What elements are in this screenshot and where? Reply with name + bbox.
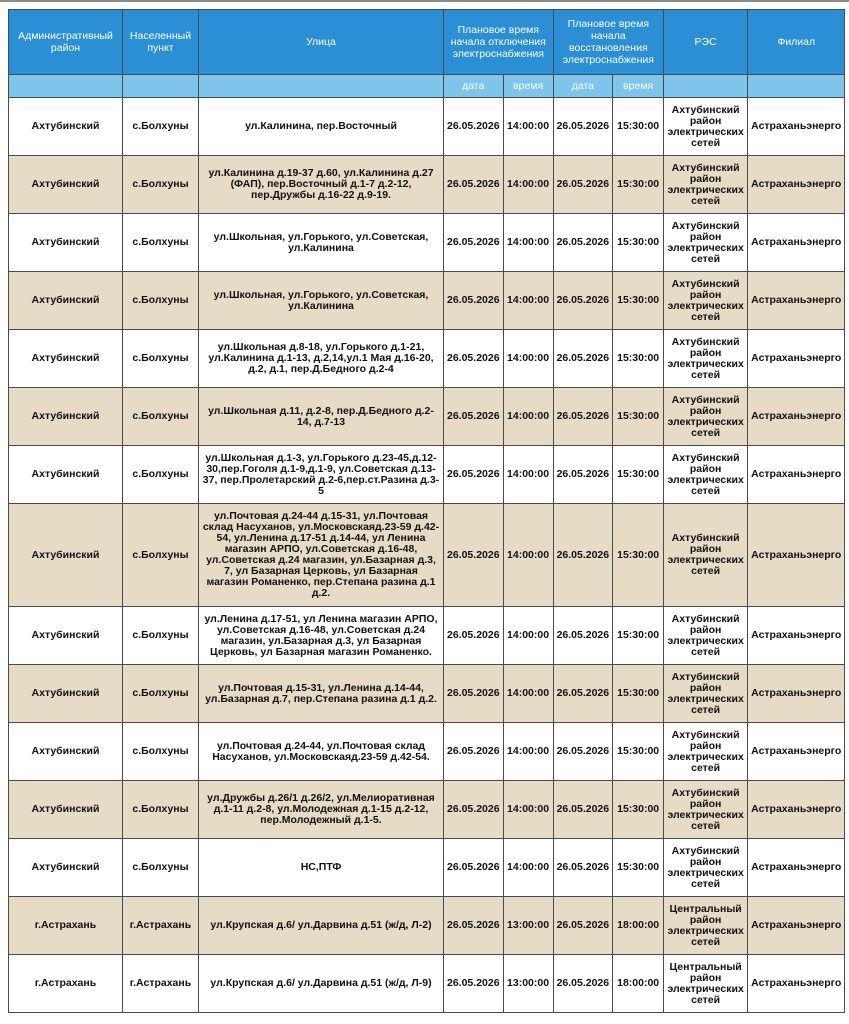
header-locality: Населенный пункт (123, 10, 199, 75)
cell-locality: с.Болхуны (123, 98, 199, 156)
cell-street: ул.Дружбы д.26/1 д.26/2, ул.Мелиоративная д.1-11 д.2-8, ул.Молодежная д.1-15 д.2-12, пер.Молодежный д.1-5. (199, 781, 444, 839)
cell-off-date: 26.05.2026 (444, 955, 504, 1013)
cell-district: Ахтубинский (9, 156, 123, 214)
subheader-blank (664, 75, 748, 98)
cell-branch: Астраханьэнерго (748, 897, 845, 955)
cell-off-date: 26.05.2026 (444, 897, 504, 955)
table-row (9, 272, 845, 330)
cell-on-date: 26.05.2026 (553, 330, 613, 388)
cell-off-date: 26.05.2026 (444, 98, 504, 156)
cell-off-time: 14:00:00 (503, 607, 553, 665)
table-row (9, 156, 845, 214)
cell-branch: Астраханьэнерго (748, 607, 845, 665)
cell-locality: с.Болхуны (123, 723, 199, 781)
cell-off-date: 26.05.2026 (444, 723, 504, 781)
cell-on-date: 26.05.2026 (553, 214, 613, 272)
header-district: Административный район (9, 10, 123, 75)
cell-res: Ахтубинский район электрических сетей (664, 607, 748, 665)
cell-street: ул.Школьная д.11, д.2-8, пер.Д.Бедного д.2-14, д.7-13 (199, 388, 444, 446)
table-row (9, 781, 845, 839)
cell-street: ул.Крупская д.6/ ул.Дарвина д.51 (ж/д, Л-9) (199, 955, 444, 1013)
cell-on-time: 15:30:00 (613, 504, 664, 607)
cell-branch: Астраханьэнерго (748, 330, 845, 388)
cell-locality: с.Болхуны (123, 665, 199, 723)
cell-branch: Астраханьэнерго (748, 98, 845, 156)
cell-branch: Астраханьэнерго (748, 781, 845, 839)
cell-branch: Астраханьэнерго (748, 665, 845, 723)
cell-res: Ахтубинский район электрических сетей (664, 98, 748, 156)
subheader-blank (199, 75, 444, 98)
cell-locality: с.Болхуны (123, 607, 199, 665)
cell-branch: Астраханьэнерго (748, 156, 845, 214)
cell-on-time: 15:30:00 (613, 330, 664, 388)
cell-on-time: 18:00:00 (613, 955, 664, 1013)
table-row (9, 98, 845, 156)
table-row (9, 214, 845, 272)
header-restore-time: Плановое время начала восстановления электроснабжения (553, 10, 664, 75)
cell-off-date: 26.05.2026 (444, 272, 504, 330)
cell-on-time: 15:30:00 (613, 839, 664, 897)
cell-on-date: 26.05.2026 (553, 723, 613, 781)
cell-district: Ахтубинский (9, 388, 123, 446)
cell-street: ул.Почтовая д.24-44 д.15-31, ул.Почтовая склад Насуханов, ул.Московскаяд.23-59 д.42-54, ул.Ленина д.17-51 д.14-44, ул Ленина магазин АРПО, ул.Советская д.16-48, ул.Советская д.24 магазин, ул.Базарная д.3, 7, ул Базарная Церковь, ул Базарная магазин Романенко, пер.Степана разина д.1 д.2. (199, 504, 444, 607)
cell-on-time: 15:30:00 (613, 214, 664, 272)
cell-on-time: 15:30:00 (613, 665, 664, 723)
table-row (9, 388, 845, 446)
cell-branch: Астраханьэнерго (748, 723, 845, 781)
cell-off-time: 14:00:00 (503, 665, 553, 723)
cell-off-time: 14:00:00 (503, 98, 553, 156)
cell-on-date: 26.05.2026 (553, 955, 613, 1013)
cell-district: Ахтубинский (9, 665, 123, 723)
cell-on-time: 15:30:00 (613, 388, 664, 446)
cell-branch: Астраханьэнерго (748, 214, 845, 272)
cell-off-date: 26.05.2026 (444, 156, 504, 214)
top-divider (0, 0, 849, 2)
cell-off-date: 26.05.2026 (444, 839, 504, 897)
cell-off-date: 26.05.2026 (444, 330, 504, 388)
cell-on-date: 26.05.2026 (553, 665, 613, 723)
cell-res: Ахтубинский район электрических сетей (664, 504, 748, 607)
cell-off-date: 26.05.2026 (444, 388, 504, 446)
cell-res: Ахтубинский район электрических сетей (664, 214, 748, 272)
cell-district: Ахтубинский (9, 272, 123, 330)
cell-locality: с.Болхуны (123, 781, 199, 839)
cell-street: ул.Почтовая д.24-44, ул.Почтовая склад Насуханов, ул.Московскаяд.23-59 д.42-54. (199, 723, 444, 781)
cell-off-time: 14:00:00 (503, 839, 553, 897)
cell-branch: Астраханьэнерго (748, 955, 845, 1013)
table-row (9, 665, 845, 723)
cell-locality: с.Болхуны (123, 272, 199, 330)
cell-street: ул.Школьная, ул.Горького, ул.Советская, ул.Калинина (199, 214, 444, 272)
cell-district: Ахтубинский (9, 723, 123, 781)
cell-on-date: 26.05.2026 (553, 504, 613, 607)
cell-res: Ахтубинский район электрических сетей (664, 156, 748, 214)
cell-on-date: 26.05.2026 (553, 446, 613, 504)
cell-branch: Астраханьэнерго (748, 446, 845, 504)
cell-off-date: 26.05.2026 (444, 214, 504, 272)
cell-on-date: 26.05.2026 (553, 607, 613, 665)
header-res: РЭС (664, 10, 748, 75)
cell-locality: с.Болхуны (123, 330, 199, 388)
header-street: Улица (199, 10, 444, 75)
subheader-on-time: время (613, 75, 664, 98)
cell-off-time: 13:00:00 (503, 897, 553, 955)
cell-district: Ахтубинский (9, 98, 123, 156)
cell-res: Ахтубинский район электрических сетей (664, 272, 748, 330)
cell-district: Ахтубинский (9, 504, 123, 607)
cell-on-time: 15:30:00 (613, 723, 664, 781)
cell-res: Ахтубинский район электрических сетей (664, 839, 748, 897)
cell-res: Ахтубинский район электрических сетей (664, 723, 748, 781)
cell-res: Ахтубинский район электрических сетей (664, 330, 748, 388)
cell-off-date: 26.05.2026 (444, 665, 504, 723)
cell-locality: с.Болхуны (123, 839, 199, 897)
cell-branch: Астраханьэнерго (748, 839, 845, 897)
cell-street: ул.Калинина, пер.Восточный (199, 98, 444, 156)
cell-off-date: 26.05.2026 (444, 781, 504, 839)
cell-on-date: 26.05.2026 (553, 156, 613, 214)
cell-street: ул.Школьная д.1-3, ул.Горького д.23-45,д.12-30,пер.Гоголя д.1-9,д.1-9, ул.Советская д.13-37, пер.Пролетарский д.2-6,пер.ст.Разина д.3-5 (199, 446, 444, 504)
subheader-blank (9, 75, 123, 98)
table-row (9, 504, 845, 607)
cell-locality: с.Болхуны (123, 156, 199, 214)
cell-on-date: 26.05.2026 (553, 897, 613, 955)
table-row (9, 330, 845, 388)
cell-on-date: 26.05.2026 (553, 839, 613, 897)
cell-street: ул.Крупская д.6/ ул.Дарвина д.51 (ж/д, Л-2) (199, 897, 444, 955)
cell-district: Ахтубинский (9, 446, 123, 504)
cell-off-date: 26.05.2026 (444, 446, 504, 504)
cell-off-time: 14:00:00 (503, 446, 553, 504)
table-body (9, 98, 845, 1013)
cell-on-time: 15:30:00 (613, 272, 664, 330)
cell-on-time: 15:30:00 (613, 98, 664, 156)
cell-district: Ахтубинский (9, 214, 123, 272)
cell-res: Центральный район электрических сетей (664, 897, 748, 955)
cell-off-time: 14:00:00 (503, 214, 553, 272)
cell-on-time: 18:00:00 (613, 897, 664, 955)
cell-off-time: 14:00:00 (503, 781, 553, 839)
cell-locality: г.Астрахань (123, 897, 199, 955)
cell-district: г.Астрахань (9, 955, 123, 1013)
cell-street: ул.Ленина д.17-51, ул Ленина магазин АРПО, ул.Советская д.16-48, ул.Советская д.24 магазин, ул.Базарная д.3, ул Базарная Церковь, ул Базарная магазин Романенко. (199, 607, 444, 665)
cell-street: ул.Школьная, ул.Горького, ул.Советская, ул.Калинина (199, 272, 444, 330)
cell-district: Ахтубинский (9, 330, 123, 388)
cell-res: Центральный район электрических сетей (664, 955, 748, 1013)
cell-district: Ахтубинский (9, 607, 123, 665)
cell-off-time: 14:00:00 (503, 330, 553, 388)
cell-street: ул.Почтовая д.15-31, ул.Ленина д.14-44, ул.Базарная д.7, пер.Степана разина д.1 д.2. (199, 665, 444, 723)
cell-off-time: 14:00:00 (503, 504, 553, 607)
cell-street: ул.Калинина д.19-37 д.60, ул.Калинина д.27 (ФАП), пер.Восточный д.1-7 д.2-12, пер.Дружбы д.16-22 д.9-19. (199, 156, 444, 214)
cell-off-time: 14:00:00 (503, 156, 553, 214)
cell-off-date: 26.05.2026 (444, 504, 504, 607)
cell-locality: с.Болхуны (123, 504, 199, 607)
cell-branch: Астраханьэнерго (748, 272, 845, 330)
cell-off-time: 14:00:00 (503, 723, 553, 781)
cell-on-date: 26.05.2026 (553, 98, 613, 156)
cell-res: Ахтубинский район электрических сетей (664, 388, 748, 446)
cell-res: Ахтубинский район электрических сетей (664, 781, 748, 839)
cell-off-time: 14:00:00 (503, 272, 553, 330)
header-off-time: Плановое время начала отключения электроснабжения (444, 10, 554, 75)
cell-street: ул.Школьная д.8-18, ул.Горького д.1-21, ул.Калинина д.1-13, д.2,14,ул.1 Мая д.16-20, д.2, д.1, пер.Д.Бедного д.2-4 (199, 330, 444, 388)
subheader-blank (123, 75, 199, 98)
table-row (9, 607, 845, 665)
cell-locality: г.Астрахань (123, 955, 199, 1013)
cell-off-time: 14:00:00 (503, 388, 553, 446)
cell-branch: Астраханьэнерго (748, 388, 845, 446)
cell-off-date: 26.05.2026 (444, 607, 504, 665)
subheader-off-date: дата (444, 75, 504, 98)
table-row (9, 446, 845, 504)
cell-off-time: 13:00:00 (503, 955, 553, 1013)
table-row (9, 897, 845, 955)
cell-branch: Астраханьэнерго (748, 504, 845, 607)
outage-table (8, 9, 845, 1013)
cell-on-time: 15:30:00 (613, 781, 664, 839)
table-row (9, 839, 845, 897)
cell-locality: с.Болхуны (123, 388, 199, 446)
cell-res: Ахтубинский район электрических сетей (664, 446, 748, 504)
cell-district: Ахтубинский (9, 839, 123, 897)
cell-district: Ахтубинский (9, 781, 123, 839)
cell-on-date: 26.05.2026 (553, 781, 613, 839)
subheader-blank (748, 75, 845, 98)
cell-street: НС,ПТФ (199, 839, 444, 897)
cell-on-time: 15:30:00 (613, 446, 664, 504)
cell-on-time: 15:30:00 (613, 156, 664, 214)
table-row (9, 723, 845, 781)
cell-locality: с.Болхуны (123, 446, 199, 504)
header-branch: Филиал (748, 10, 845, 75)
cell-locality: с.Болхуны (123, 214, 199, 272)
subheader-on-date: дата (553, 75, 613, 98)
cell-on-time: 15:30:00 (613, 607, 664, 665)
cell-res: Ахтубинский район электрических сетей (664, 665, 748, 723)
subheader-off-time: время (503, 75, 553, 98)
cell-district: г.Астрахань (9, 897, 123, 955)
table-row (9, 955, 845, 1013)
cell-on-date: 26.05.2026 (553, 388, 613, 446)
cell-on-date: 26.05.2026 (553, 272, 613, 330)
